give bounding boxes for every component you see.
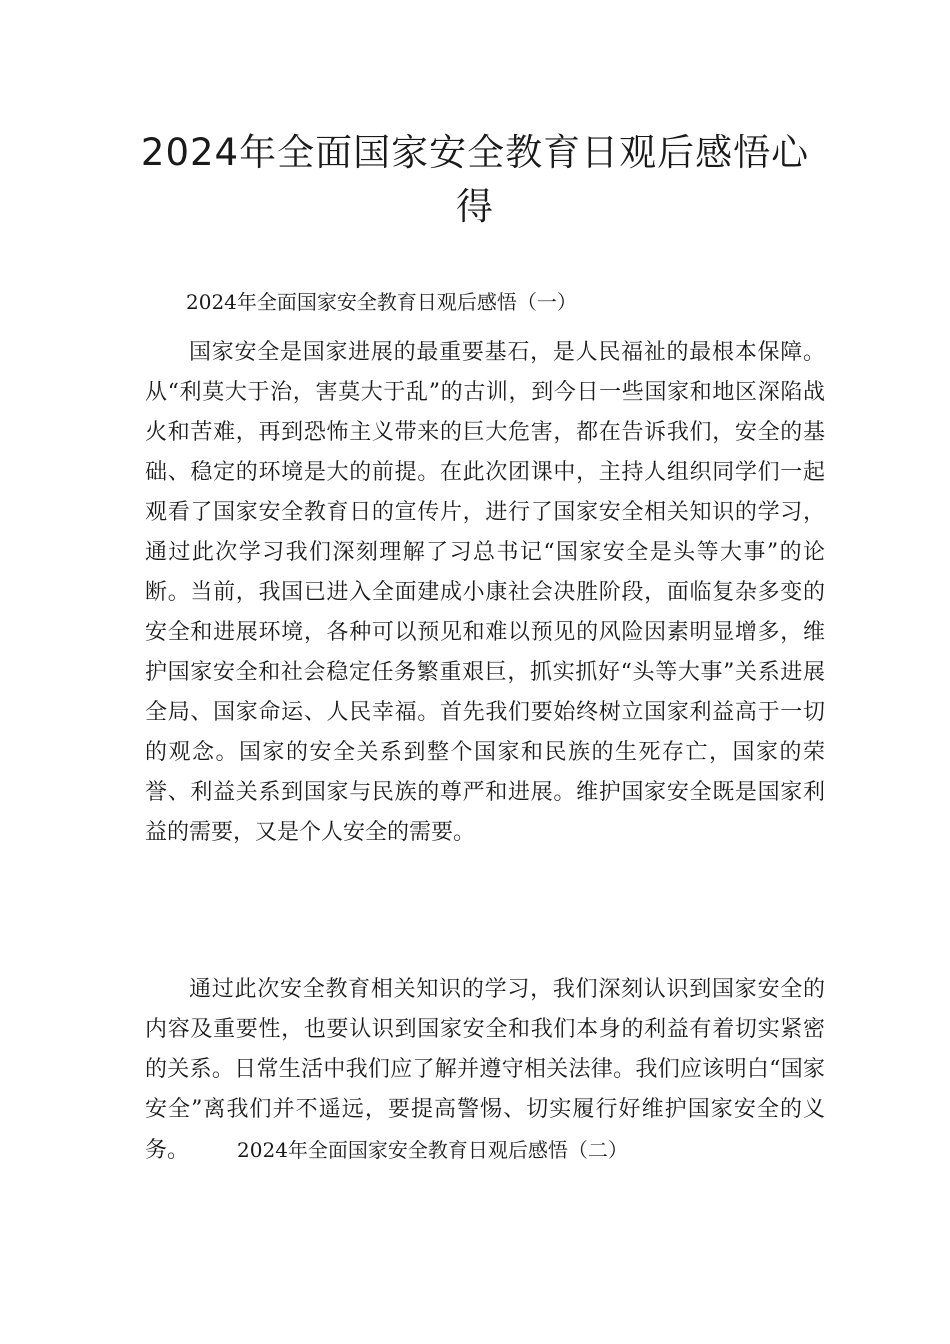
- document-title: 2024年全面国家安全教育日观后感悟心得: [140, 131, 810, 228]
- body-paragraph-2-text: 通过此次安全教育相关知识的学习，我们深刻认识到国家安全的内容及重要性，也要认识到国家安全和我们本身的利益有着切实紧密的关系。日常生活中我们应了解并遵守相关法律。我们应该明白“国家安全”离我们并不遥远，要提高警惕、切实履行好维护国家安全的义务。: [145, 977, 825, 1163]
- section-heading-1: 2024年全面国家安全教育日观后感悟（一）: [186, 290, 577, 314]
- body-paragraph-2: [145, 970, 825, 1171]
- body-paragraph-1: 国家安全是国家进展的最重要基石，是人民福祉的最根本保障。从“利莫大于治，害莫大于乱”的古训，到今日一些国家和地区深陷战火和苦难，再到恐怖主义带来的巨大危害，都在告诉我们，安全的基础、稳定的环境是大的前提。在此次团课中，主持人组织同学们一起观看了国家安全教育日的宣传片，进行了国家安全相关知识的学习，通过此次学习我们深刻理解了习总书记“国家安全是头等大事”的论断。当前，我国已进入全面建成小康社会决胜阶段，面临复杂多变的安全和进展环境，各种可以预见和难以预见的风险因素明显增多，维护国家安全和社会稳定任务繁重艰巨，抓实抓好“头等大事”关系进展全局、国家命运、人民幸福。首先我们要始终树立国家利益高于一切的观念。国家的安全关系到整个国家和民族的生死存亡，国家的荣誉、利益关系到国家与民族的尊严和进展。维护国家安全既是国家利益的需要，又是个人安全的需要。: [145, 340, 825, 845]
- section-heading-2: 2024年全面国家安全教育日观后感悟（二）: [237, 1138, 628, 1162]
